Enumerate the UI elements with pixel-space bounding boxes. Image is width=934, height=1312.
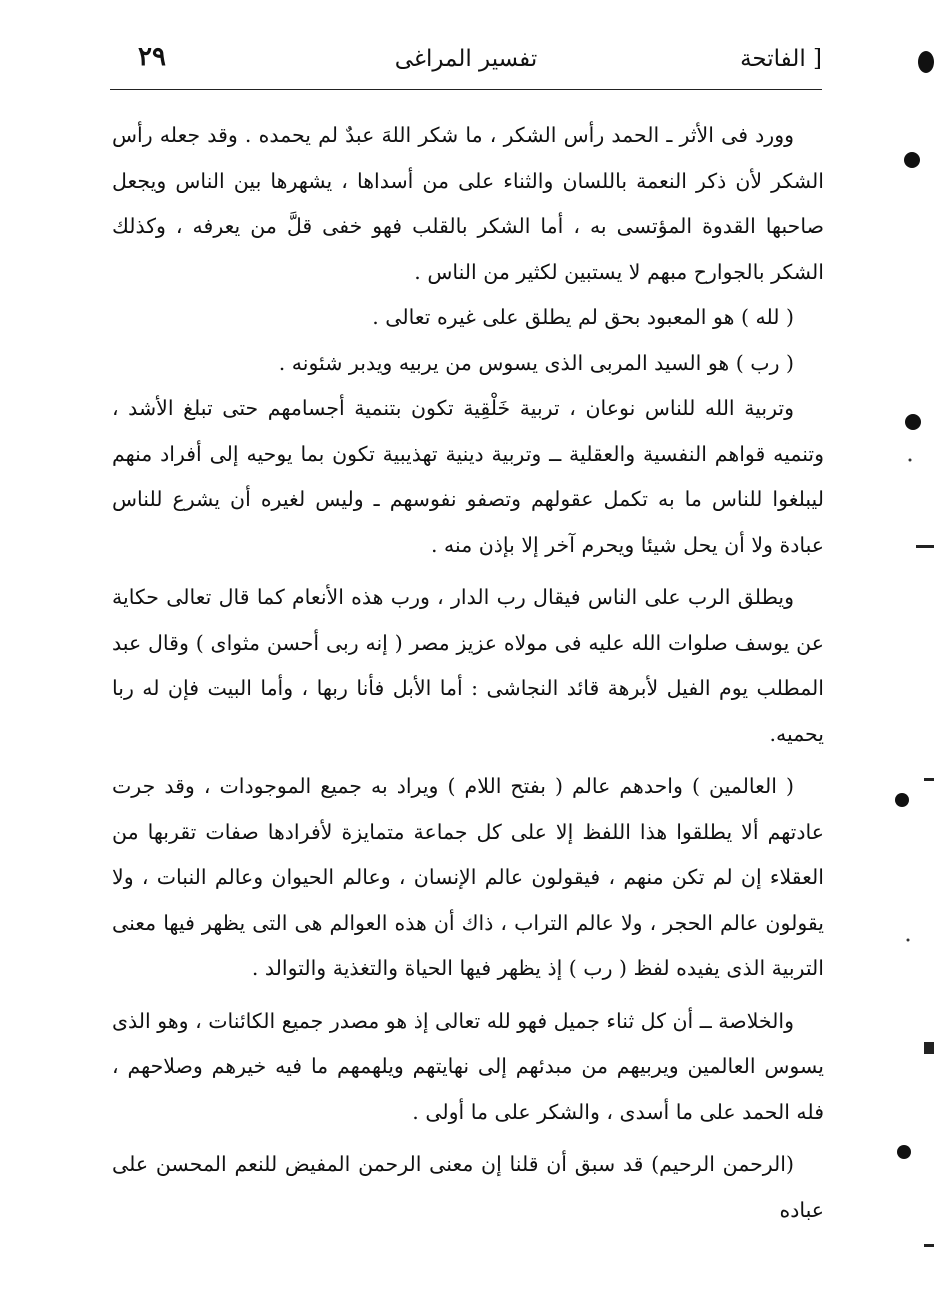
paragraph-gap [112, 992, 824, 999]
scan-speck [907, 939, 910, 942]
paragraph-tarbiya: وتربية الله للناس نوعان ، تربية خَلْقِية تكون بتنمية أجسامهم حتى تبلغ الأشد ، وتنميه قواهم النفسية والعقلية ــ وتربية دينية تهذيبية تكون بما يوحيه إلى أفراد منهم ليبلغوا للناس ما به تكمل عقولهم وتصفو نفوسهم ـ وليس لغيره أن يشرع للناس عبادة ولا أن يحل شيئا ويحرم آخر إلا بإذن منه . [112, 396, 824, 557]
paragraph-rabb-usage: ويطلق الرب على الناس فيقال رب الدار ، ورب هذه الأنعام كما قال تعالى حكاية عن يوسف صلوات الله عليه فى مولاه عزيز مصر ( إنه ربى أحسن مثواى ) وقال عبد المطلب يوم الفيل لأبرهة قائد النجاشى : أما الأبل فأنا ربها ، وأما البيت فإن له ربا يحميه. [112, 585, 824, 746]
scan-speck [897, 1145, 911, 1159]
page-number: ٢٩ [138, 42, 166, 72]
paragraph-rahman: (الرحمن الرحيم) قد سبق أن قلنا إن معنى الرحمن المفيض للنعم المحسن على عباده [112, 1152, 824, 1222]
book-title: تفسير المراغى [394, 46, 538, 72]
running-header [110, 40, 822, 90]
scan-speck [924, 778, 934, 781]
scan-speck [924, 1244, 934, 1247]
scan-speck [895, 793, 909, 807]
paragraph-rabb: ( رب ) هو السيد المربى الذى يسوس من يربيه ويدبر شئونه . [278, 350, 794, 375]
scan-speck [916, 545, 934, 548]
scan-speck [924, 1042, 934, 1054]
scan-speck [904, 152, 920, 168]
chapter-name: [ الفاتحة [740, 46, 822, 72]
scan-speck [909, 459, 912, 462]
paragraph-khulasa: والخلاصة ــ أن كل ثناء جميل فهو لله تعالى إذ هو مصدر جميع الكائنات ، وهو الذى يسوس العالمين ويربيهم من مبدئهم إلى نهايتهم ويلهمهم ما فيه خيرهم وصلاحهم ، فله الحمد على ما أسدى ، والشكر على ما أولى . [112, 1008, 824, 1124]
scan-speck [905, 414, 921, 430]
header-rule [110, 89, 822, 90]
paragraph-athar: وورد فى الأثر ـ الحمد رأس الشكر ، ما شكر اللهَ عبدٌ لم يحمده . وقد جعله رأس الشكر لأن ذكر النعمة باللسان والثناء على من أسداها ، يشهرها بين الناس ويجعل صاحبها القدوة المؤتسى به ، أما الشكر بالقلب فهو خفى قلَّ من يعرفه ، وكذلك الشكر بالجوارح مبهم لا يستبين لكثير من الناس . [112, 123, 824, 284]
scan-speck [918, 51, 934, 73]
paragraph-lillah: ( لله ) هو المعبود بحق لم يطلق على غيره تعالى . [372, 305, 794, 329]
paragraph-gap [112, 568, 824, 575]
page-body [112, 113, 824, 1233]
paragraph-gap [112, 757, 824, 764]
paragraph-alamin: ( العالمين ) واحدهم عالم ( بفتح اللام ) ويراد به جميع الموجودات ، وقد جرت عادتهم ألا يطلقوا هذا اللفظ إلا على كل جماعة متمايزة لأفرادها صفات تقربها من العقلاء إن لم تكن منهم ، فيقولون عالم الإنسان ، وعالم الحيوان وعالم النبات ، ولا يقولون عالم الحجر ، ولا عالم التراب ، ذاك أن هذه العوالم هى التى يظهر فيها معنى التربية الذى يفيده لفظ ( رب ) إذ يظهر فيها الحياة والتغذية والتوالد . [112, 774, 824, 980]
paragraph-gap [112, 1135, 824, 1142]
